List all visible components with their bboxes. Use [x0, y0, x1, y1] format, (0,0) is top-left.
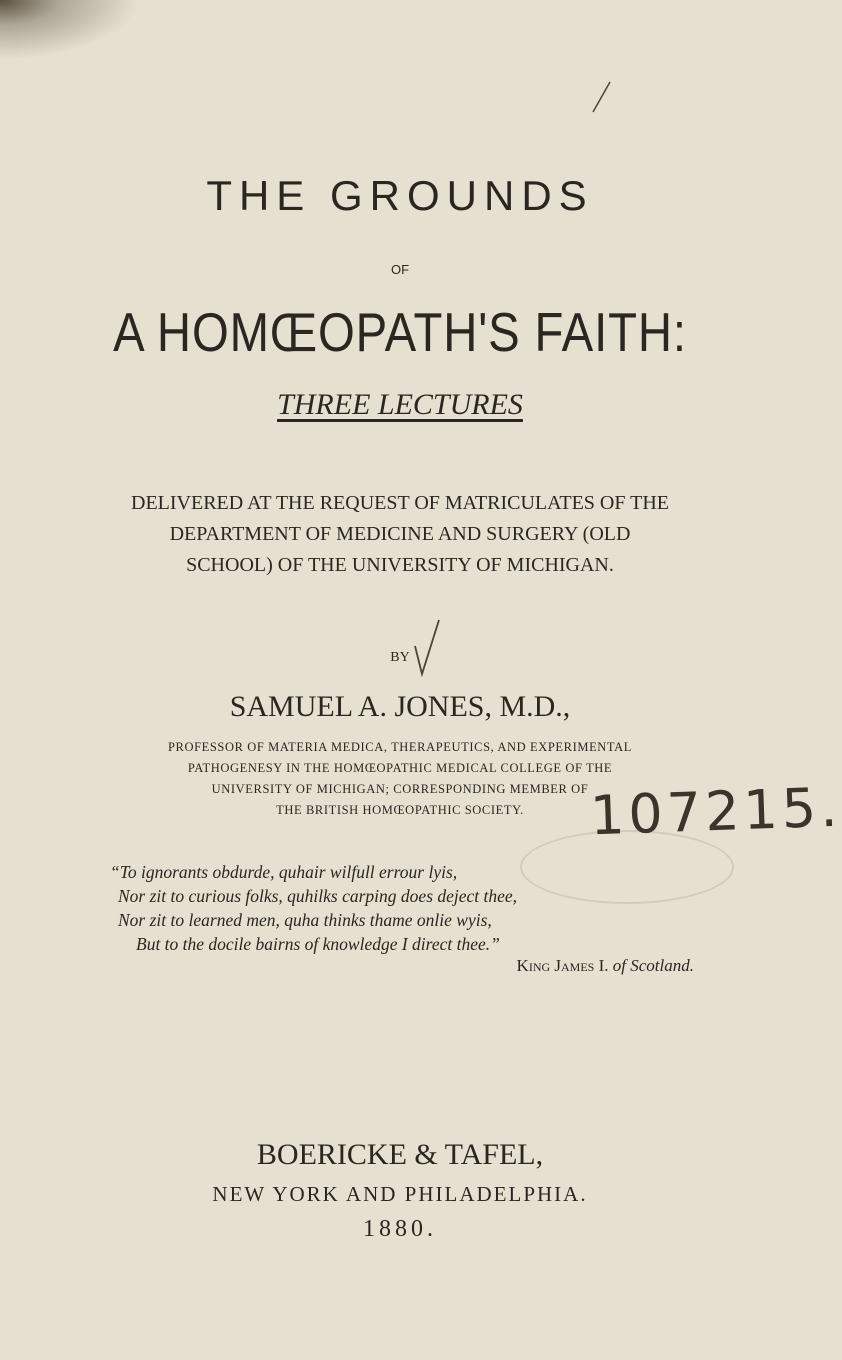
- credential-line: THE BRITISH HOMŒOPATHIC SOCIETY.: [276, 803, 524, 817]
- attribution-place: of Scotland.: [612, 956, 694, 975]
- epigraph-attribution: [0, 956, 694, 976]
- attribution-name: King James I.: [516, 956, 609, 975]
- epigraph-line: Nor zit to curious folks, quhilks carping does deject thee,: [118, 886, 518, 906]
- description-line: SCHOOL) OF THE UNIVERSITY OF MICHIGAN.: [186, 554, 614, 576]
- main-title: A HOMŒOPATH'S FAITH:: [113, 301, 687, 363]
- title-line-1: THE GROUNDS: [206, 172, 594, 219]
- description-line: DELIVERED AT THE REQUEST OF MATRICULATES OF THE: [131, 492, 669, 514]
- publisher: BOERICKE & TAFEL,: [256, 1138, 544, 1171]
- epigraph-line: “To ignorants obdurde, quhair wilfull errour lyis,: [110, 862, 458, 882]
- publication-year: 1880.: [363, 1216, 437, 1242]
- by-label: BY: [390, 650, 410, 665]
- epigraph: [110, 860, 517, 956]
- pencil-tick-mark: [590, 80, 614, 114]
- title-of: OF: [390, 262, 410, 277]
- handwritten-shelfmark: 107215.: [588, 775, 842, 848]
- author-name: SAMUEL A. JONES, M.D.,: [229, 690, 571, 723]
- description: [0, 488, 800, 581]
- credential-line: PROFESSOR OF MATERIA MEDICA, THERAPEUTICS, AND EXPERIMENTAL: [167, 740, 633, 754]
- description-line: DEPARTMENT OF MEDICINE AND SURGERY (OLD: [169, 523, 631, 545]
- subtitle: THREE LECTURES: [277, 388, 523, 421]
- epigraph-line: But to the docile bairns of knowledge I direct thee.”: [136, 934, 500, 954]
- publisher-place: NEW YORK AND PHILADELPHIA.: [212, 1182, 588, 1206]
- credential-line: PATHOGENESY IN THE HOMŒOPATHIC MEDICAL COLLEGE OF THE: [187, 761, 613, 775]
- epigraph-line: Nor zit to learned men, quha thinks thame onlie wyis,: [118, 910, 492, 930]
- pencil-check-mark: [412, 618, 442, 676]
- credential-line: UNIVERSITY OF MICHIGAN; CORRESPONDING MEMBER OF: [211, 782, 589, 796]
